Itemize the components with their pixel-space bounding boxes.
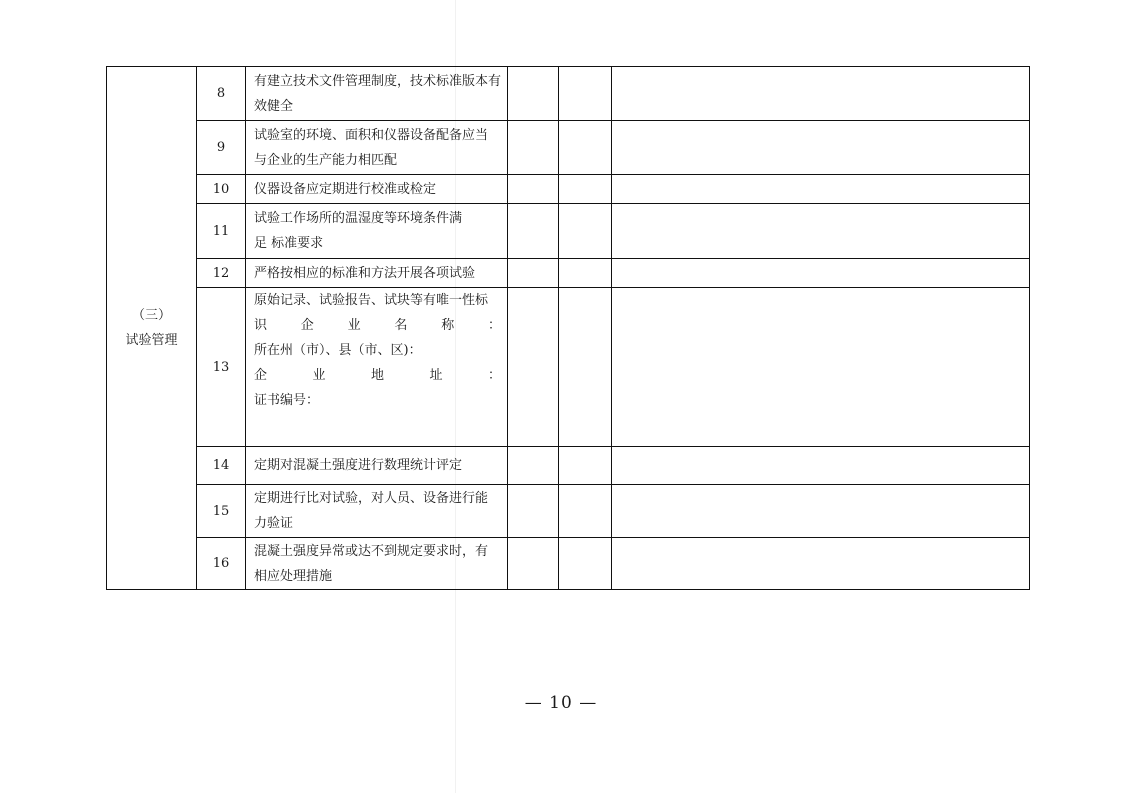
requirement-line: 效健全 [254,98,294,114]
item-number: 15 [197,485,246,538]
requirement-cell [246,175,508,204]
requirement-line: 混凝土强度异常或达不到规定要求时，有 [254,543,489,559]
remarks-cell[interactable] [612,288,1030,447]
result-cell[interactable] [559,67,612,121]
requirement-cell [246,538,508,590]
remarks-cell[interactable] [612,121,1030,175]
category-number: （三） [131,308,171,323]
item-number: 11 [197,204,246,259]
requirement-cell [246,259,508,288]
company-name-field-label: 识 企 业 名 称 ： [254,318,501,333]
check-cell[interactable] [508,175,559,204]
table-row [107,259,1030,288]
category-cell [107,67,197,590]
requirement-line: 仪器设备应定期进行校准或检定 [254,181,437,197]
remarks-cell[interactable] [612,538,1030,590]
remarks-cell[interactable] [612,485,1030,538]
item-number: 13 [197,288,246,447]
requirement-cell [246,447,508,485]
check-cell[interactable] [508,447,559,485]
item-number: 10 [197,175,246,204]
table-row [107,447,1030,485]
table-row [107,67,1030,121]
remarks-cell[interactable] [612,175,1030,204]
check-cell[interactable] [508,259,559,288]
requirement-line: 定期对混凝土强度进行数理统计评定 [254,458,463,473]
category-name: 试验管理 [125,333,178,348]
remarks-cell[interactable] [612,67,1030,121]
location-field-label: 所在州（市）、县（市、区)： [254,343,422,358]
item-number: 8 [197,67,246,121]
result-cell[interactable] [559,121,612,175]
requirement-line: 试验工作场所的温湿度等环境条件满 [254,211,463,226]
requirement-cell [246,288,508,447]
check-cell[interactable] [508,204,559,259]
inspection-checklist-table [106,66,1030,590]
table-row [107,204,1030,259]
table-row [107,485,1030,538]
requirement-line: 相应处理措施 [254,568,333,584]
result-cell[interactable] [559,485,612,538]
certificate-number-field-label: 证书编号： [254,393,320,408]
remarks-cell[interactable] [612,447,1030,485]
result-cell[interactable] [559,175,612,204]
result-cell[interactable] [559,538,612,590]
result-cell[interactable] [559,447,612,485]
remarks-cell[interactable] [612,259,1030,288]
table-row [107,288,1030,447]
remarks-cell[interactable] [612,204,1030,259]
check-cell[interactable] [508,67,559,121]
requirement-cell [246,121,508,175]
item-number: 16 [197,538,246,590]
requirement-line: 原始记录、试验报告、试块等有唯一性标 [254,293,489,308]
check-cell[interactable] [508,485,559,538]
page-number: — 10 — [524,693,598,713]
table-row [107,538,1030,590]
requirement-cell [246,204,508,259]
result-cell[interactable] [559,288,612,447]
requirement-line: 足 标准要求 [254,236,324,251]
check-cell[interactable] [508,121,559,175]
result-cell[interactable] [559,204,612,259]
check-cell[interactable] [508,288,559,447]
requirement-line: 定期进行比对试验，对人员、设备进行能 [254,491,489,506]
requirement-line: 与企业的生产能力相匹配 [254,152,398,168]
requirement-cell [246,67,508,121]
table-row [107,175,1030,204]
requirement-line: 有建立技术文件管理制度，技术标准版本有 [254,73,502,89]
result-cell[interactable] [559,259,612,288]
requirement-line: 试验室的环境、面积和仪器设备配备应当 [254,127,489,143]
table-row [107,121,1030,175]
check-cell[interactable] [508,538,559,590]
item-number: 14 [197,447,246,485]
item-number: 12 [197,259,246,288]
requirement-line: 力验证 [254,516,294,531]
requirement-cell [246,485,508,538]
company-address-field-label: 企 业 地 址 ： [254,368,501,383]
item-number: 9 [197,121,246,175]
requirement-line: 严格按相应的标准和方法开展各项试验 [254,265,476,281]
